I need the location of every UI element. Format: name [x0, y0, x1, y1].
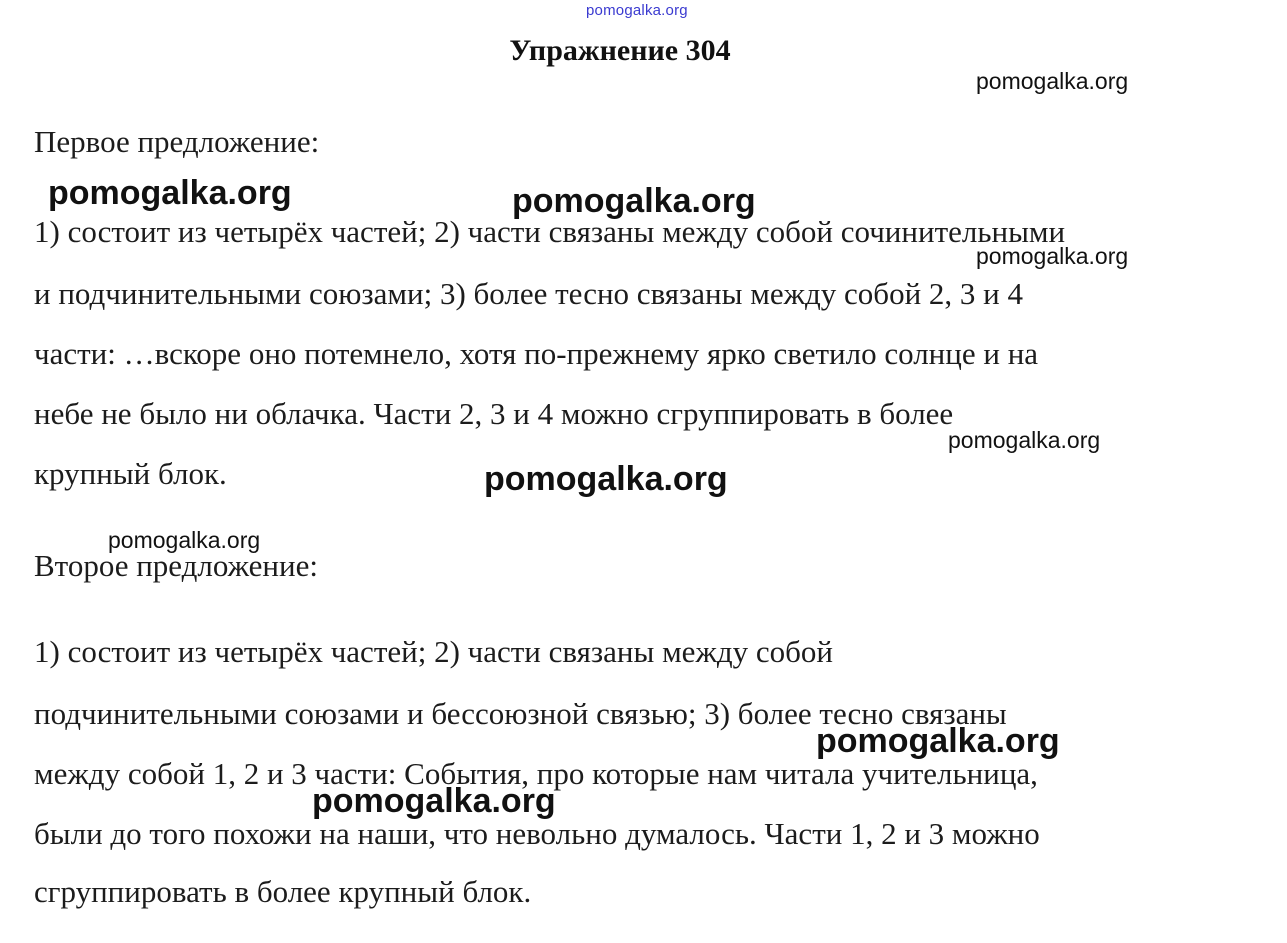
text-line: части: …вскоре оно потемнело, хотя по-прежнему ярко светило солнце и на [34, 336, 1039, 371]
section-heading-first: Первое предложение: [34, 124, 320, 159]
watermark: pomogalka.org [312, 782, 556, 820]
text-line: крупный блок. [34, 456, 227, 491]
watermark: pomogalka.org [108, 527, 261, 553]
page-title: Упражнение 304 [509, 34, 731, 67]
text-line: и подчинительными союзами; 3) более тесно связаны между собой 2, 3 и 4 [34, 276, 1024, 311]
text-line: сгруппировать в более крупный блок. [34, 874, 532, 909]
text-line: между собой 1, 2 и 3 части: События, про которые нам читала учительница, [34, 756, 1038, 791]
watermark: pomogalka.org [976, 243, 1129, 269]
site-link[interactable]: pomogalka.org [586, 2, 688, 19]
text-line: подчинительными союзами и бессоюзной связью; 3) более тесно связаны [34, 696, 1007, 731]
text-line: небе не было ни облачка. Части 2, 3 и 4 можно сгруппировать в более [34, 396, 954, 431]
text-line: были до того похожи на наши, что невольно думалось. Части 1, 2 и 3 можно [34, 816, 1040, 851]
text-line: 1) состоит из четырёх частей; 2) части связаны между собой [34, 634, 834, 669]
watermark: pomogalka.org [976, 68, 1129, 94]
watermark: pomogalka.org [816, 722, 1060, 760]
watermark: pomogalka.org [512, 182, 756, 220]
watermark: pomogalka.org [948, 427, 1101, 453]
watermark: pomogalka.org [48, 174, 292, 212]
section-heading-second: Второе предложение: [34, 548, 318, 583]
text-line: 1) состоит из четырёх частей; 2) части связаны между собой сочинительными [34, 214, 1066, 249]
watermark: pomogalka.org [484, 460, 728, 498]
